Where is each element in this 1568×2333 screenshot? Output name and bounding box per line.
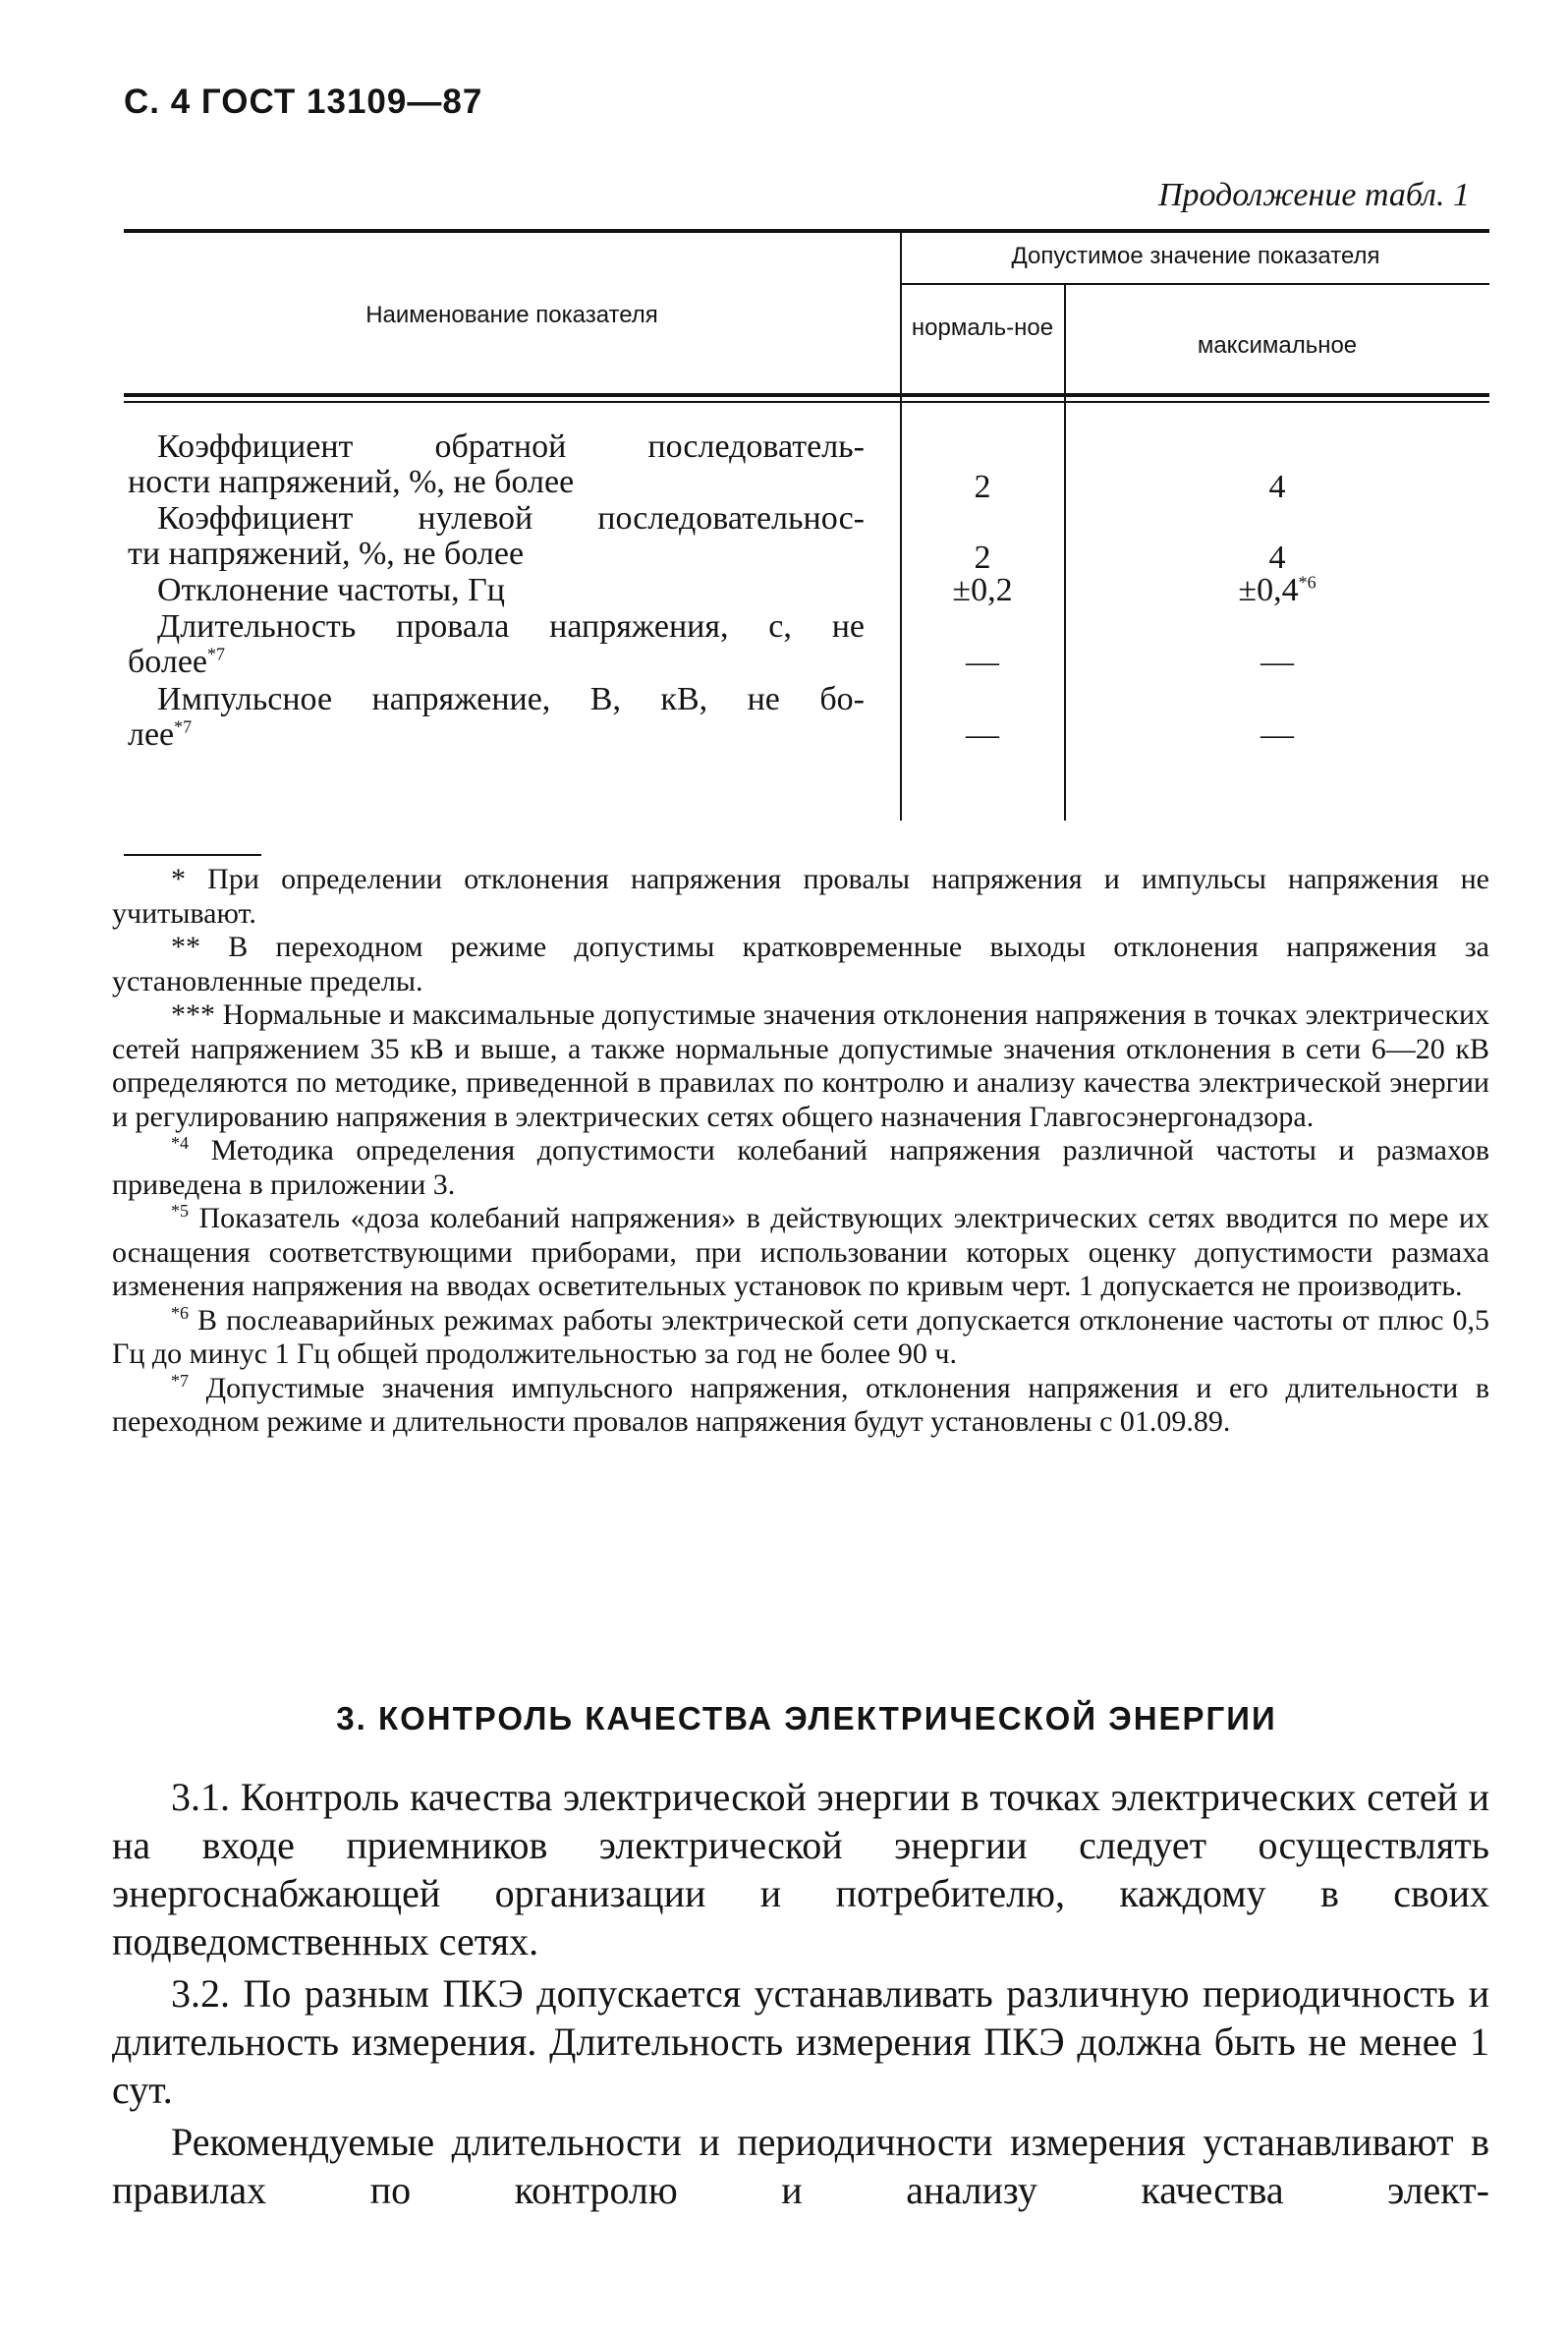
footnote: $^{*6}$ В послеаварийных режимах работы электрической сети допускается отклонение частоты от плюс 0,5 Гц до минус 1 Гц общей продолжительностью за год не более 90 ч. — [112, 1302, 1490, 1370]
footnote: $^{*5}$ Показатель «доза колебаний напряжения» в действующих электрических сетях вводится по мере их оснащения соответствующими приборами, при использовании которых оценку допустимости размаха изменения напряжения на вводах осветительных установок по кривым черт. 1 допускается не производить. — [112, 1201, 1489, 1302]
footnote: ** В переходном режиме допустимы кратковременные выходы отклонения напряжения за установленные пределы. — [112, 931, 1490, 997]
footnotes — [112, 863, 1489, 1440]
table-header-rule — [124, 393, 1489, 397]
column-divider-2 — [1064, 285, 1066, 821]
section-body — [112, 1773, 1489, 2218]
table-cell-max: $\pm 0,4^{*6}$ — [1238, 572, 1316, 608]
paragraph: 3.1. Контроль качества электрической энергии в точках электрических сетей и на входе приемников электрической энергии следует осуществлять энергоснабжающей организации и потребителю, каждому в своих подведомственных сетях. — [112, 1775, 1489, 1963]
table-cell-normal: 2 — [974, 540, 991, 576]
table-row-name: Коэффициент нулевой последовательнос- ти напряжений, %, не более — [128, 500, 865, 572]
footnote-separator — [124, 854, 261, 856]
column-header-normal: нормаль-ное — [911, 314, 1054, 341]
group-header-rule — [902, 283, 1489, 285]
table-cell-max: — — [1260, 644, 1294, 680]
paragraph: Рекомендуемые длительности и периодичности измерения устанавливают в правилах по контролю и анализу качества элект- — [112, 2120, 1489, 2212]
column-header-max: максимальное — [1197, 332, 1358, 359]
column-header-name: Наименование показателя — [365, 302, 658, 328]
footnote: * При определении отклонения напряжения провалы напряжения и импульсы напряжения не учитывают. — [112, 863, 1489, 930]
column-header-group: Допустимое значение показателя — [1011, 243, 1380, 269]
table-cell-max: 4 — [1268, 540, 1286, 576]
paragraph: 3.2. По разным ПКЭ допускается устанавливать различную периодичность и длительность измерения. Длительность измерения ПКЭ должна быть не менее 1 сут. — [112, 1971, 1489, 2112]
table-caption: Продолжение табл. 1 — [1157, 177, 1470, 213]
table-row-name: Длительность провала напряжения, с, не более$^{*7}$ — [128, 608, 865, 680]
table-cell-normal: — — [966, 716, 999, 753]
footnote: *** Нормальные и максимальные допустимые значения отклонения напряжения в точках электрических сетей напряжением 35 кВ и выше, а также нормальные допустимые значения отклонения в сети 6—20 кВ определяются по методике, приведенной в правилах по контролю и анализу качества электрической энергии и регулированию напряжения в электрических сетях общего назначения Главгосэнергонадзора. — [112, 998, 1490, 1133]
table-header-rule-thin — [124, 401, 1489, 403]
table-row-name: Импульсное напряжение, В, кВ, не бо- лее$^{*7}$ — [128, 681, 865, 753]
table-cell-normal: ±0,2 — [952, 572, 1013, 608]
table-row-name: Отклонение частоты, Гц — [157, 572, 505, 608]
column-divider-1 — [900, 233, 902, 821]
footnote: $^{*4}$ Методика определения допустимости колебаний напряжения различной частоты и размахов приведена в приложении 3. — [112, 1133, 1490, 1201]
table-cell-max: — — [1260, 716, 1294, 753]
table-cell-max: 4 — [1268, 469, 1286, 505]
section-title: 3. КОНТРОЛЬ КАЧЕСТВА ЭЛЕКТРИЧЕСКОЙ ЭНЕРГИИ — [336, 1700, 1277, 1736]
table-cell-normal: 2 — [974, 469, 991, 505]
table-row-name: Коэффициент обратной последователь- ности напряжений, %, не более — [128, 428, 865, 500]
table-top-rule — [124, 229, 1489, 233]
footnote: $^{*7}$ Допустимые значения импульсного напряжения, отклонения напряжения и его длительности в переходном режиме и длительности провалов напряжения будут установлены с 01.09.89. — [112, 1370, 1489, 1438]
page-header: С. 4 ГОСТ 13109—87 — [124, 83, 483, 121]
table-cell-normal: — — [966, 644, 999, 680]
